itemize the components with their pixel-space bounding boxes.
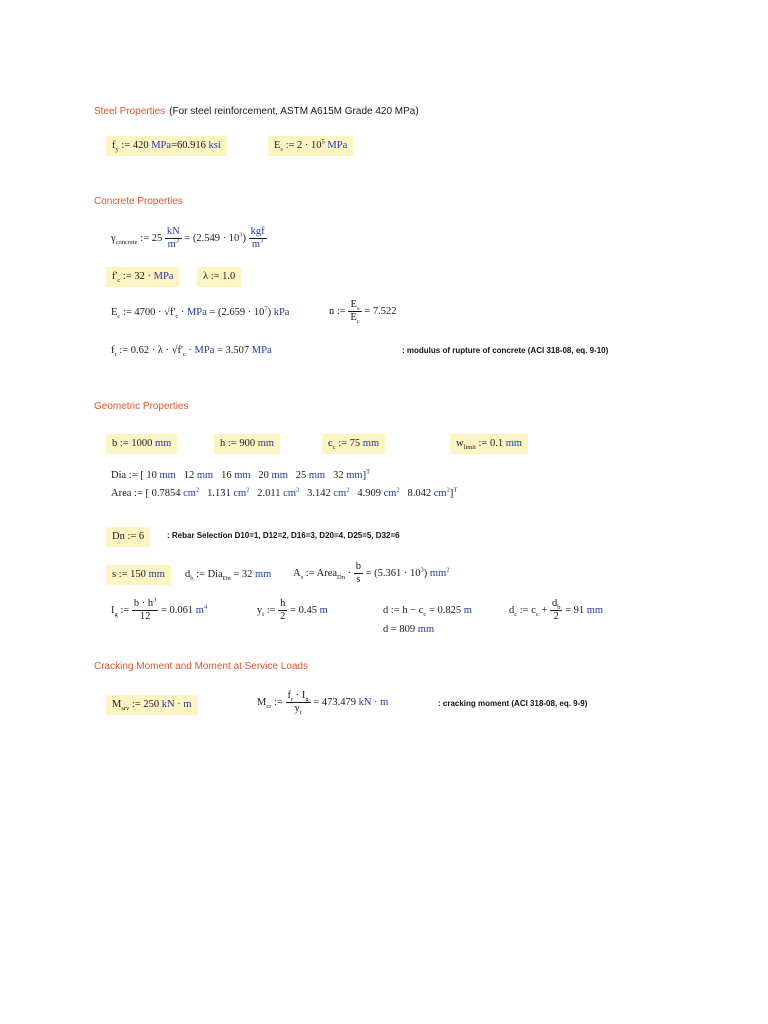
fr-equation: $f_r$ := $0.62 \cdot \lambda \cdot √f'_c$ · MPa = 3.507 MPa (111, 345, 272, 359)
rebar-selection-note: : Rebar Selection D10=1, D12=2, D16=3, D20=4, D25=5, D32=6 (167, 531, 400, 540)
gamma-concrete-equation: $\gamma_{concrete}$ := 25 $\frac{kN}{m^3}$ = $(2.549 \cdot 10^3)$ $\frac{\text{kgf}}{m^3}$ (111, 226, 265, 250)
wlimit-equation: $w_{limit}$ := 0.1 mm (450, 434, 528, 454)
cracking-title: Cracking Moment and Moment at Service Loads (94, 661, 308, 672)
concrete-title: Concrete Properties (94, 196, 183, 207)
db-equation: $d_b$ := Dia$_{Dn}$ = 32 mm (185, 569, 272, 583)
area-vector: Area := [ 0.7854 $cm^2$ 1.131 $cm^2$ 2.011 $cm^2$ 3.142 $cm^2$ 4.909 $cm^2$ 8.042 $cm^2]^T$ (111, 486, 458, 499)
area-value: 8.042 $cm^2$ (407, 486, 450, 499)
modular-ratio-equation: n := $\frac{E_s}{E_c}$ = 7.522 (329, 299, 397, 326)
cc-equation: $c_c$ := 75 mm (322, 434, 385, 454)
fy-equation: $f_y$ := 420 MPa=60.916 ksi (106, 136, 227, 156)
dia-value: 10 mm (146, 470, 176, 481)
es-equation: $E_s$ := $2 \cdot 10^5$ MPa (268, 136, 353, 156)
area-value: 2.011 $cm^2$ (257, 486, 300, 499)
d-mm-equation: d = 809 mm (383, 624, 435, 635)
area-value: 0.7854 $cm^2$ (151, 486, 200, 499)
steel-subtitle: (For steel reinforcement, ASTM A615M Grade 420 MPa) (169, 106, 419, 117)
dia-value: 20 mm (258, 470, 288, 481)
ig-equation: $I_g$ := $\frac{b \cdot h^3}{12}$ = 0.061 $m^4$ (111, 596, 208, 622)
dc-equation: $d_c$ := $c_c$ + $\frac{d_b}{2}$ = 91 mm (509, 598, 604, 622)
yt-equation: $y_t$ := $\frac{h}{2}$ = 0.45 m (257, 598, 328, 622)
fc-equation: $f'_c$ := 32 · MPa (106, 267, 179, 287)
cracking-moment-note: : cracking moment (ACI 318-08, eq. 9-9) (438, 699, 588, 708)
dia-value: 32 mm (333, 470, 363, 481)
fr-note: : modulus of rupture of concrete (ACI 318-08, eq. 9-10) (402, 346, 609, 355)
dia-vector: Dia := [ 10 mm 12 mm 16 mm 20 mm 25 mm 32 mm]$^T$ (111, 468, 371, 481)
steel-section-heading (94, 101, 419, 119)
unit-fraction-2: $\frac{\text{kgf}}{m^3}$ (250, 226, 265, 250)
dia-value: 12 mm (183, 470, 214, 481)
h-equation: h := 900 mm (214, 434, 280, 454)
spacing-equation: s := 150 mm (106, 565, 171, 585)
d-equation: d := $h - c_c = 0.825$ m (383, 605, 472, 619)
dn-equation: Dn := 6 (106, 527, 150, 547)
steel-title: Steel Properties (94, 106, 166, 117)
area-value: 4.909 $cm^2$ (357, 486, 400, 499)
unit-fraction: $\frac{kN}{m^3}$ (166, 226, 180, 250)
area-value: 3.142 $cm^2$ (307, 486, 350, 499)
dia-value: 16 mm (221, 470, 251, 481)
lambda-equation: λ := 1.0 (197, 267, 241, 287)
dia-value: 25 mm (295, 470, 326, 481)
mcr-equation: $M_{cr}$ := $\frac{f_r \cdot I_g}{y_t}$ = 473.479 kN · m (257, 690, 389, 717)
ec-equation: $E_c$ := $4700 \cdot √f'_c$ · MPa = $(2.659 \cdot 10^7)$ kPa (111, 305, 290, 321)
geometry-title: Geometric Properties (94, 401, 189, 412)
as-equation: $A_s$ := Area$_{Dn}$ · $\frac{b}{s}$ = $(5.361 \cdot 10^3)$ $mm^2$ (293, 561, 450, 585)
msrv-equation: $M_{srv}$ := 250 kN · m (106, 695, 198, 715)
b-equation: b := 1000 mm (106, 434, 177, 454)
area-value: 1.131 $cm^2$ (207, 486, 250, 499)
